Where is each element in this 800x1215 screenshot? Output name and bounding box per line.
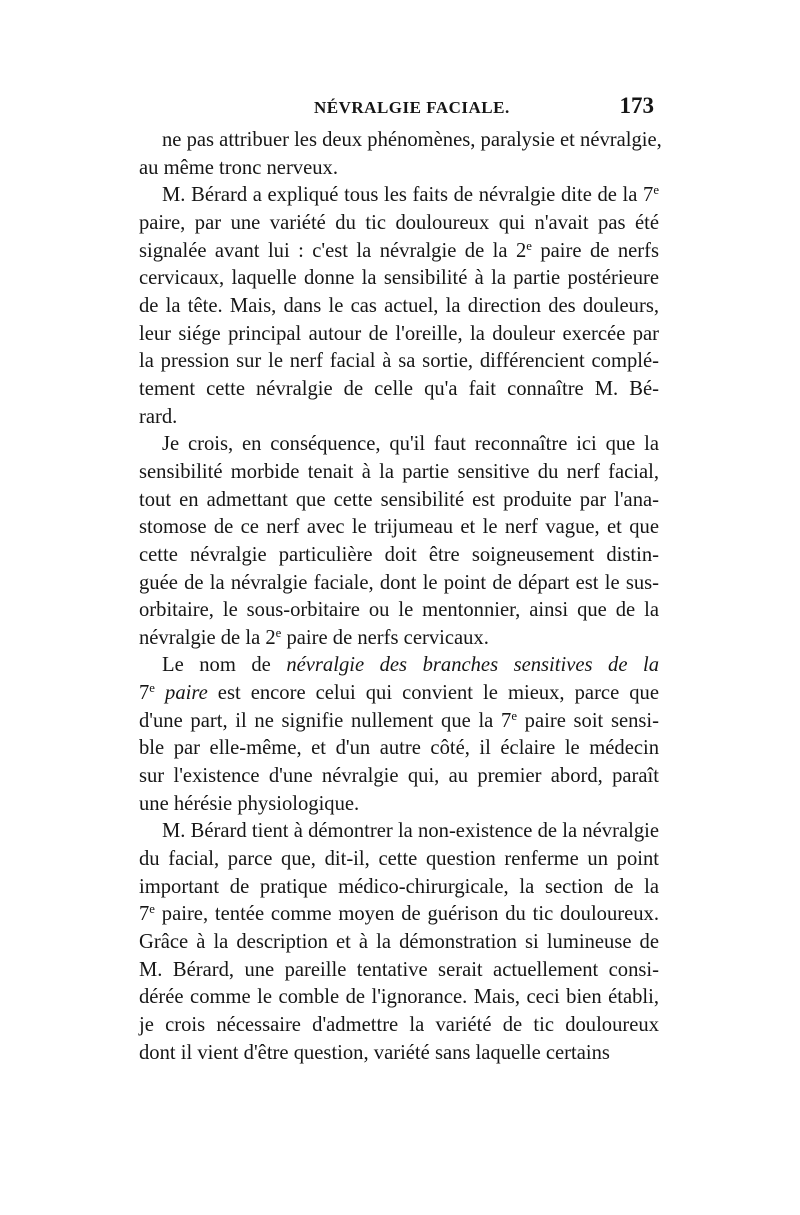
text-segment: névralgie de la 2 bbox=[139, 626, 276, 649]
text-segment: ne pas attribuer les deux phénomènes, paralysie et névralgie, bbox=[162, 129, 662, 151]
text-line bbox=[139, 1012, 659, 1040]
superscript: e bbox=[526, 238, 532, 253]
paragraph bbox=[139, 127, 662, 182]
text-segment: paire, tentée comme moyen de guérison du tic douloureux. bbox=[154, 903, 659, 926]
superscript: e bbox=[653, 183, 659, 198]
text-line bbox=[139, 487, 659, 515]
text-segment: sensibilité morbide tenait à la partie sensitive du nerf facial, bbox=[139, 460, 659, 483]
text-line bbox=[139, 846, 659, 874]
text-line bbox=[139, 763, 659, 791]
text-segment: paire de nerfs bbox=[531, 239, 659, 262]
text-segment: important de pratique médico-chirurgicale, la section de la bbox=[139, 875, 659, 898]
text-segment: je crois nécessaire d'admettre la variété de tic douloureux bbox=[139, 1014, 659, 1036]
text-line bbox=[139, 127, 662, 155]
text-line bbox=[139, 901, 659, 929]
text-segment: dérée comme le comble de l'ignorance. Mais, ceci bien établi, bbox=[139, 986, 659, 1009]
text-line bbox=[139, 680, 659, 708]
page-number: 173 bbox=[619, 93, 654, 118]
text-segment: rard. bbox=[139, 405, 178, 428]
text-line bbox=[139, 625, 659, 653]
text-line bbox=[139, 735, 659, 763]
text-segment bbox=[155, 682, 165, 704]
italic-text: paire bbox=[165, 682, 208, 705]
paragraph bbox=[139, 431, 659, 652]
paragraph bbox=[139, 818, 659, 1067]
text-segment: leur siége principal autour de l'oreille, la douleur exercée par bbox=[139, 322, 659, 345]
text-line bbox=[139, 155, 659, 183]
text-segment: tement cette névralgie de celle qu'a fait connaître M. Bé- bbox=[139, 377, 659, 400]
superscript: e bbox=[149, 681, 155, 696]
text-line bbox=[139, 542, 659, 570]
text-line bbox=[139, 708, 659, 736]
superscript: e bbox=[511, 708, 517, 723]
text-segment: cette névralgie particulière doit être soigneusement distin- bbox=[139, 543, 659, 566]
paragraph bbox=[139, 182, 659, 431]
text-line bbox=[139, 293, 659, 321]
text-line bbox=[139, 210, 659, 238]
text-line bbox=[139, 929, 659, 957]
text-segment: 7 bbox=[139, 903, 150, 926]
running-title: NÉVRALGIE FACIALE. bbox=[314, 98, 510, 117]
text-segment: orbitaire, le sous-orbitaire ou le mentonnier, ainsi que de la bbox=[139, 599, 659, 622]
text-segment: du facial, parce que, dit-il, cette question renferme un point bbox=[139, 848, 659, 871]
text-segment: stomose de ce nerf avec le trijumeau et le nerf vague, et que bbox=[139, 516, 659, 539]
text-segment: paire soit sensi- bbox=[516, 709, 660, 732]
text-segment: Le nom de bbox=[162, 654, 287, 677]
text-segment: dont il vient d'être question, variété sans laquelle certains bbox=[139, 1041, 610, 1064]
text-line bbox=[139, 514, 659, 542]
text-segment: est encore celui qui convient le mieux, parce que bbox=[207, 682, 659, 705]
running-head bbox=[138, 93, 658, 126]
superscript: e bbox=[149, 902, 155, 917]
text-segment: guée de la névralgie faciale, dont le point de départ est le sus- bbox=[139, 571, 659, 594]
text-segment: ble par elle-même, et d'un autre côté, il éclaire le médecin bbox=[139, 737, 659, 760]
text-line bbox=[139, 984, 659, 1012]
text-line bbox=[139, 791, 659, 819]
text-line bbox=[139, 957, 659, 985]
text-segment: M. Bérard, une pareille tentative serait actuellement consi- bbox=[139, 958, 659, 981]
text-segment: au même tronc nerveux. bbox=[139, 156, 338, 179]
text-segment: la pression sur le nerf facial à sa sortie, différencient complé- bbox=[139, 350, 659, 373]
text-line bbox=[139, 431, 659, 459]
text-line bbox=[139, 818, 659, 846]
text-segment: 7 bbox=[139, 682, 150, 705]
text-segment: M. Bérard tient à démontrer la non-existence de la névralgie bbox=[162, 820, 659, 843]
text-line bbox=[139, 376, 659, 404]
text-line bbox=[139, 348, 659, 376]
text-segment: tout en admettant que cette sensibilité est produite par l'ana- bbox=[139, 488, 659, 511]
text-segment: Grâce à la description et à la démonstration si lumineuse de bbox=[139, 931, 659, 954]
text-line bbox=[139, 874, 659, 902]
text-line bbox=[139, 265, 659, 293]
text-segment: d'une part, il ne signifie nullement que la 7 bbox=[139, 709, 512, 732]
text-segment: Je crois, en conséquence, qu'il faut reconnaître ici que la bbox=[162, 433, 659, 456]
text-segment: paire de nerfs cervicaux. bbox=[281, 626, 489, 649]
text-line bbox=[139, 321, 659, 349]
italic-text: névralgie des branches sensitives de la bbox=[286, 654, 660, 677]
text-line bbox=[139, 597, 659, 625]
text-segment: sur l'existence d'une névralgie qui, au premier abord, paraît bbox=[139, 765, 659, 788]
text-segment: M. Bérard a expliqué tous les faits de névralgie dite de la 7 bbox=[162, 184, 654, 207]
text-segment: de la tête. Mais, dans le cas actuel, la direction des douleurs, bbox=[139, 294, 659, 317]
text-segment: signalée avant lui : c'est la névralgie de la 2 bbox=[139, 239, 527, 262]
text-line bbox=[139, 238, 659, 266]
text-line bbox=[139, 1040, 659, 1068]
text-line bbox=[139, 459, 659, 487]
text-line bbox=[139, 404, 659, 432]
text-line bbox=[139, 182, 659, 210]
superscript: e bbox=[275, 625, 282, 640]
paragraph bbox=[139, 652, 659, 818]
text-segment: une hérésie physiologique. bbox=[139, 792, 360, 815]
text-segment: paire, par une variété du tic douloureux qui n'avait pas été bbox=[139, 211, 659, 234]
text-line bbox=[139, 570, 659, 598]
text-line bbox=[139, 652, 659, 680]
text-segment: cervicaux, laquelle donne la sensibilité à la partie postérieure bbox=[139, 267, 659, 290]
body-text bbox=[139, 127, 662, 1067]
